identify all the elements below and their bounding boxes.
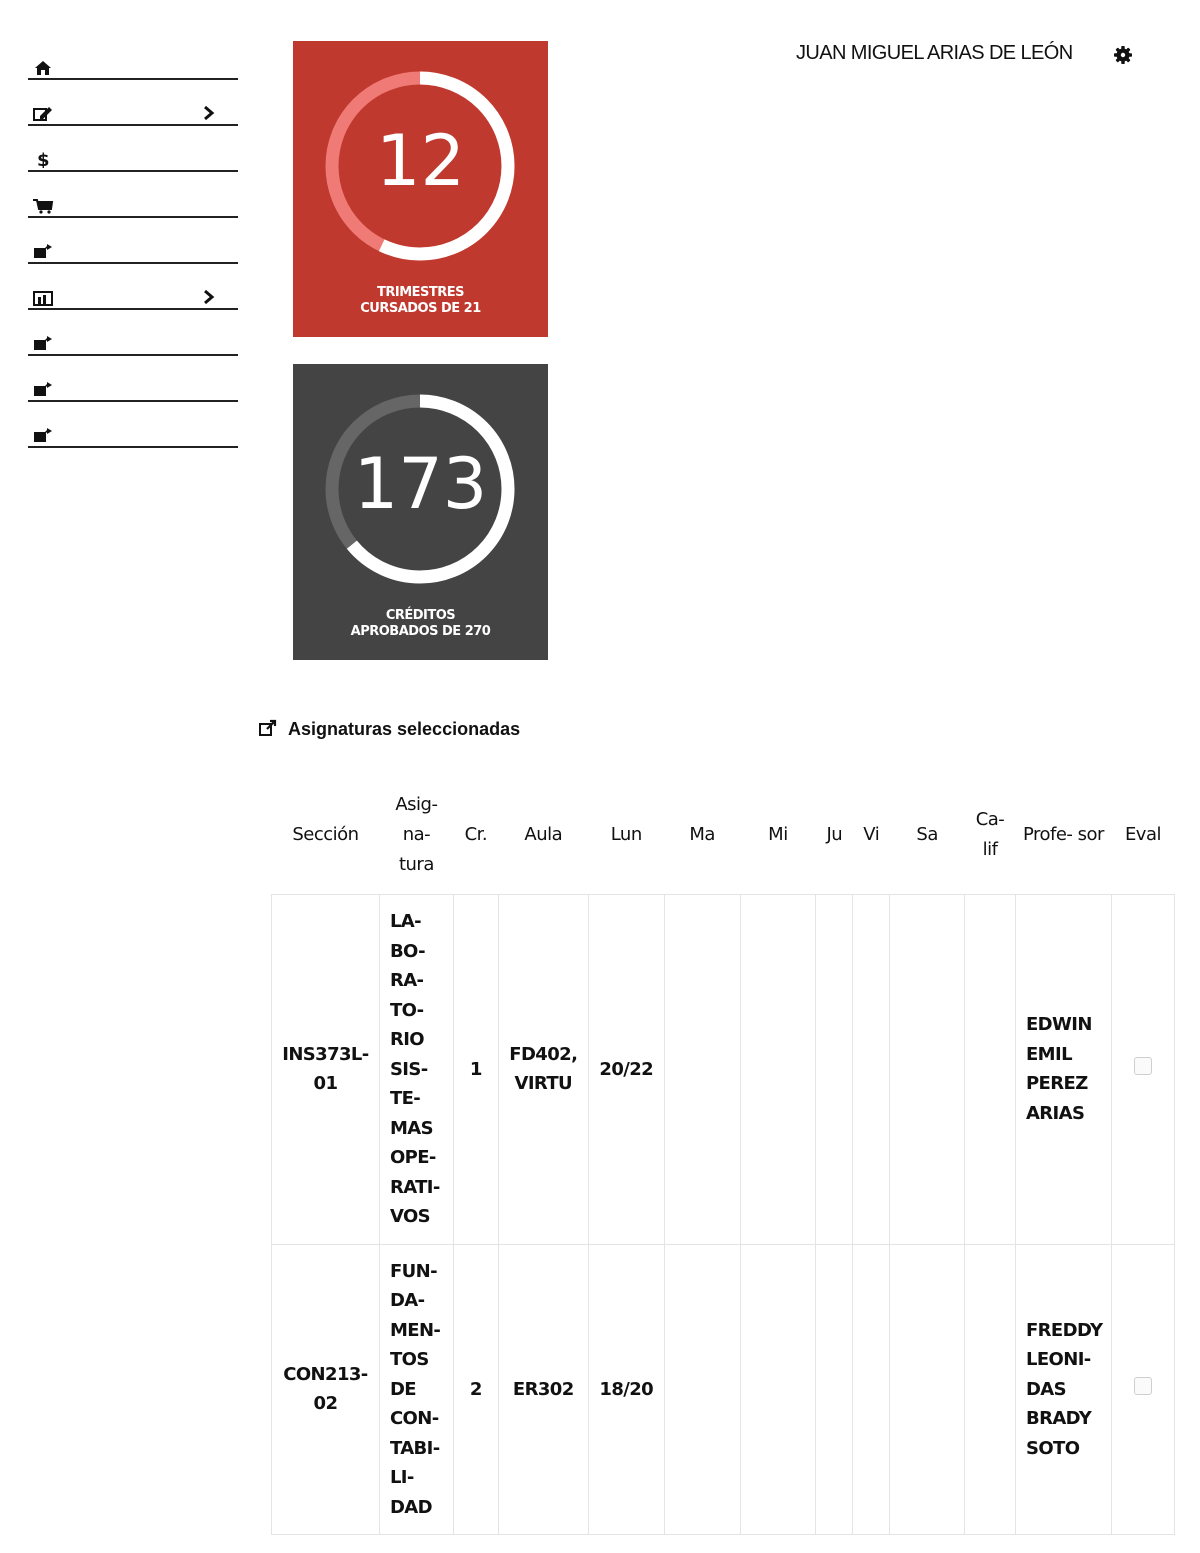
share-icon: [32, 426, 54, 444]
cell-seccion: INS373L- 01: [272, 895, 380, 1245]
cell-calif: [965, 1244, 1016, 1535]
sidebar-item-share-1[interactable]: [28, 218, 238, 264]
edit-icon: [32, 104, 54, 122]
cell-ju: [816, 895, 853, 1245]
sidebar-item-edit[interactable]: [28, 80, 238, 126]
home-icon: [32, 58, 54, 76]
sidebar-item-payments[interactable]: [28, 126, 238, 172]
selected-subjects-table: [271, 790, 1175, 1535]
col-header-cr[interactable]: Cr.: [464, 824, 488, 845]
cell-eval: [1111, 895, 1174, 1245]
credits-caption: [293, 608, 548, 640]
col-header-lun[interactable]: Lun: [610, 824, 642, 845]
sidebar-item-share-2[interactable]: [28, 310, 238, 356]
sidebar-item-cart[interactable]: [28, 172, 238, 218]
external-link-icon: [258, 719, 278, 737]
cell-sa: [890, 1244, 965, 1535]
col-header-calif[interactable]: Ca- lif: [975, 809, 1005, 860]
credits-caption-line1: CRÉDITOS: [385, 608, 456, 623]
cell-vi: [853, 1244, 890, 1535]
table-header-row: [272, 790, 1175, 895]
chevron-right-icon: [202, 104, 216, 122]
cell-lun: 20/22: [588, 895, 664, 1245]
eval-checkbox[interactable]: [1134, 1377, 1152, 1395]
trimesters-value: 12: [375, 120, 466, 202]
table-row: [272, 895, 1175, 1245]
trimesters-caption: [293, 285, 548, 317]
credits-stat-card: [293, 364, 548, 660]
section-title-text: Asignaturas seleccionadas: [288, 719, 521, 739]
cell-sa: [890, 895, 965, 1245]
col-header-aula[interactable]: Aula: [524, 824, 563, 845]
sidebar-item-share-4[interactable]: [28, 402, 238, 448]
user-name[interactable]: JUAN MIGUEL ARIAS DE LEÓN: [796, 42, 1073, 64]
cell-cr: 2: [453, 1244, 498, 1535]
col-header-mi[interactable]: Mi: [768, 824, 788, 845]
credits-value: 173: [353, 443, 488, 525]
chart-icon: [32, 288, 54, 306]
col-header-sa[interactable]: Sa: [916, 824, 938, 845]
eval-checkbox[interactable]: [1134, 1057, 1152, 1075]
cell-ma: [664, 1244, 740, 1535]
cell-profesor: EDWIN EMIL PEREZ ARIAS: [1015, 895, 1111, 1245]
cell-cr: 1: [453, 895, 498, 1245]
cell-mi: [740, 895, 816, 1245]
col-header-vi[interactable]: Vi: [863, 824, 880, 845]
table-row: [272, 1244, 1175, 1535]
cell-eval: [1111, 1244, 1174, 1535]
cart-icon: [32, 196, 54, 214]
cell-ma: [664, 895, 740, 1245]
cell-profesor: FREDDY LEONI- DAS BRADY SOTO: [1015, 1244, 1111, 1535]
svg-text:$: $: [37, 150, 50, 168]
cell-aula: ER302: [498, 1244, 588, 1535]
section-title: [258, 719, 520, 740]
share-icon: [32, 334, 54, 352]
sidebar-item-reports[interactable]: [28, 264, 238, 310]
cell-asignatura: FUN- DA- MEN- TOS DE CON- TABI- LI- DAD: [379, 1244, 453, 1535]
col-header-seccion[interactable]: Sección: [292, 824, 359, 845]
cell-ju: [816, 1244, 853, 1535]
col-header-profesor[interactable]: Profe- sor: [1022, 824, 1104, 845]
col-header-asignatura[interactable]: Asig- na- tura: [395, 794, 438, 875]
sidebar-item-share-3[interactable]: [28, 356, 238, 402]
cell-aula: FD402, VIRTU: [498, 895, 588, 1245]
cell-seccion: CON213- 02: [272, 1244, 380, 1535]
dollar-icon: [32, 150, 54, 168]
col-header-eval[interactable]: Eval: [1124, 824, 1161, 845]
cell-calif: [965, 895, 1016, 1245]
cell-asignatura: LA- BO- RA- TO- RIO SIS- TE- MAS OPE- RATI- VOS: [379, 895, 453, 1245]
share-icon: [32, 380, 54, 398]
cell-vi: [853, 895, 890, 1245]
cell-lun: 18/20: [588, 1244, 664, 1535]
cell-mi: [740, 1244, 816, 1535]
trimesters-caption-line2: CURSADOS DE 21: [360, 301, 481, 316]
gear-icon[interactable]: [1113, 45, 1133, 65]
trimesters-caption-line1: TRIMESTRES: [376, 285, 464, 300]
chevron-right-icon: [202, 288, 216, 306]
col-header-ma[interactable]: Ma: [689, 824, 715, 845]
trimesters-stat-card: [293, 41, 548, 337]
sidebar-nav: [28, 58, 238, 448]
sidebar-item-home[interactable]: [28, 58, 238, 80]
credits-caption-line2: APROBADOS DE 270: [350, 624, 491, 639]
share-icon: [32, 242, 54, 260]
col-header-ju[interactable]: Ju: [826, 824, 843, 845]
